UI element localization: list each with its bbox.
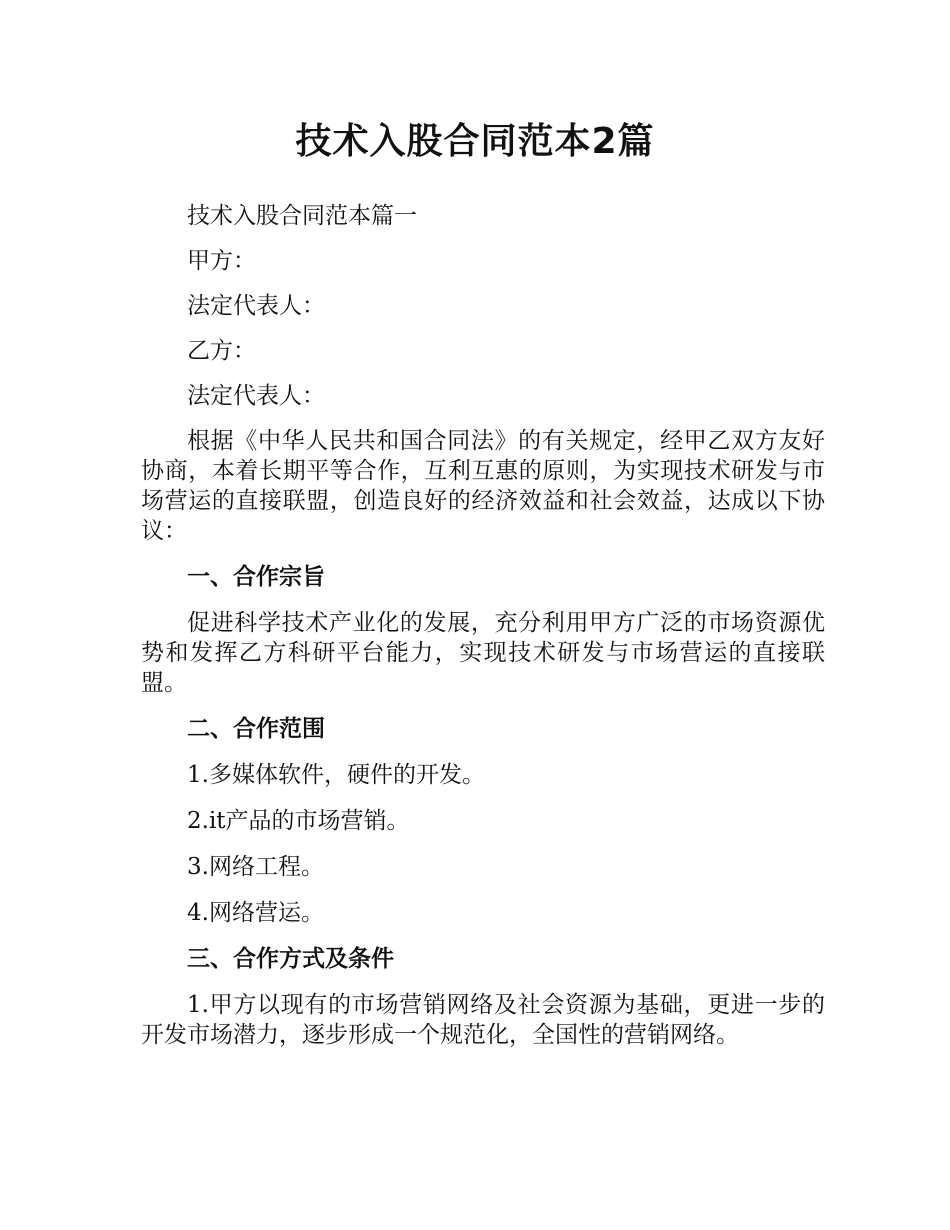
- list-item: 1.多媒体软件，硬件的开发。: [187, 762, 485, 788]
- section-heading: 技术入股合同范本篇一: [187, 203, 417, 229]
- list-item: 2.it产品的市场营销。: [187, 808, 410, 834]
- party-b-representative-label: 法定代表人：: [187, 383, 325, 409]
- preamble-paragraph: 根据《中华人民共和国合同法》的有关规定，经甲乙双方友好协商，本着长期平等合作，互利互惠的原则，为实现技术研发与市场营运的直接联盟，创造良好的经济效益和社会效益，达成以下协议：: [141, 428, 825, 544]
- document-body: [141, 201, 825, 1050]
- party-b-label: 乙方：: [187, 338, 256, 364]
- clause-paragraph: 促进科学技术产业化的发展，充分利用甲方广泛的市场资源优势和发挥乙方科研平台能力，实现技术研发与市场营运的直接联盟。: [141, 610, 825, 696]
- list-item: 3.网络工程。: [187, 854, 324, 880]
- clause-heading: 二、合作范围: [187, 716, 325, 742]
- party-a-representative-label: 法定代表人：: [187, 293, 325, 319]
- clause-heading: 三、合作方式及条件: [187, 946, 394, 972]
- document-title: 技术入股合同范本2篇: [295, 121, 655, 162]
- clause-paragraph: 1.甲方以现有的市场营销网络及社会资源为基础，更进一步的开发市场潜力，逐步形成一个规范化，全国性的营销网络。: [141, 992, 825, 1048]
- list-item: 4.网络营运。: [187, 900, 324, 926]
- clause-heading: 一、合作宗旨: [187, 564, 325, 590]
- party-a-label: 甲方：: [187, 248, 256, 274]
